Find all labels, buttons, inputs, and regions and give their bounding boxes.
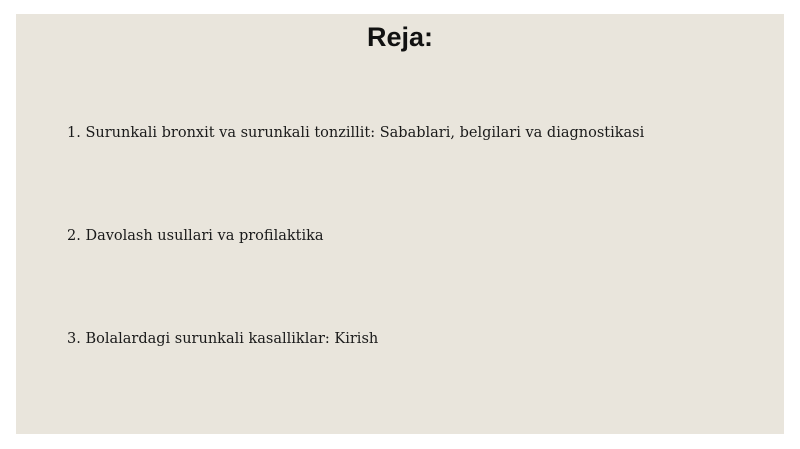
plan-item-3: 3. Bolalardagi surunkali kasalliklar: Kirish xyxy=(67,331,379,347)
plan-item-1: 1. Surunkali bronxit va surunkali tonzillit: Sabablari, belgilari va diagnostikasi xyxy=(67,125,645,141)
slide-title: Reja: xyxy=(366,22,434,52)
plan-item-2: 2. Davolash usullari va profilaktika xyxy=(67,228,324,244)
slide xyxy=(16,14,784,434)
